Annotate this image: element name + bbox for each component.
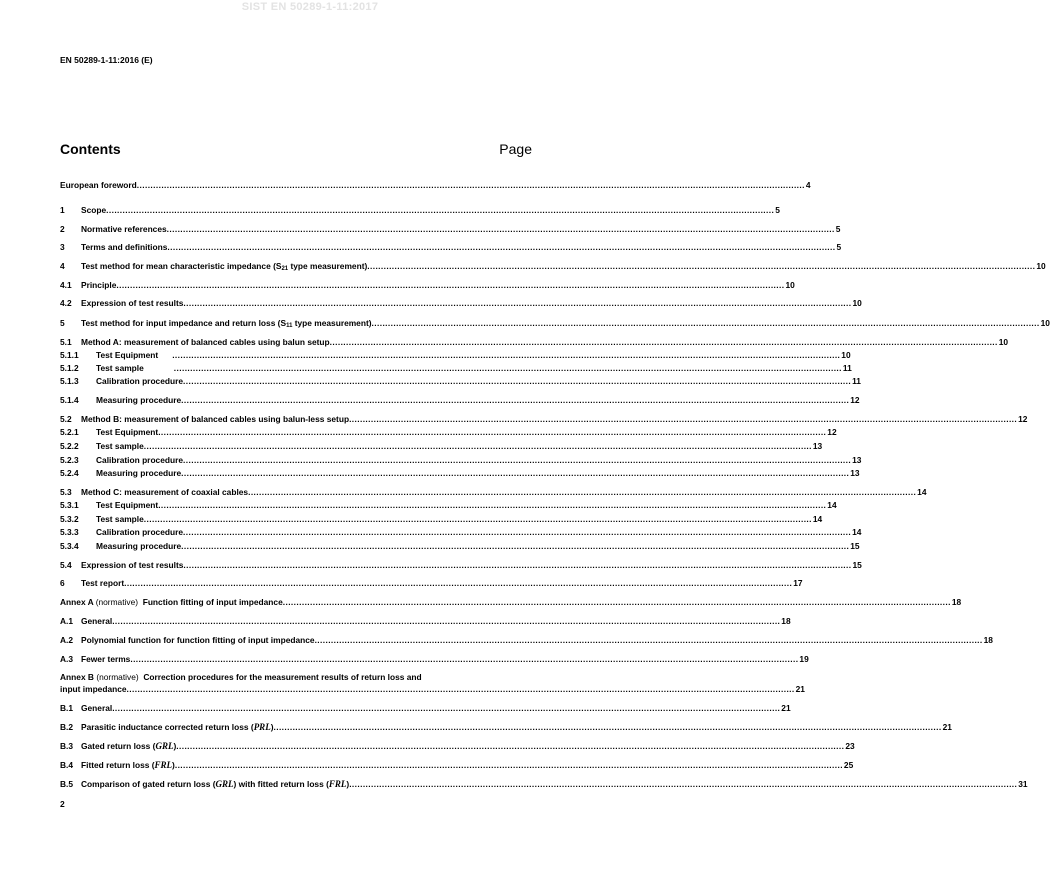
watermark: SIST EN 50289-1-11:2017: [241, 1, 379, 13]
toc-number: 5.2: [60, 414, 72, 424]
toc-entry-3[interactable]: [60, 242, 842, 253]
toc-label: Scope: [81, 205, 107, 215]
toc-number: B.2: [60, 722, 74, 732]
toc-label: Method A: measurement of balanced cables using balun setup: [81, 337, 330, 347]
toc-page: 5: [836, 242, 842, 252]
toc-label: Test sample: [96, 363, 144, 373]
toc-entry-5-1-1[interactable]: [60, 350, 851, 361]
toc-page: 18: [951, 597, 962, 607]
toc-label: Annex A (normative) Function fitting of input impedance: [60, 597, 283, 607]
toc-page: 15: [852, 560, 862, 570]
toc-number: 1: [60, 205, 65, 215]
toc-page: 12: [1018, 414, 1028, 424]
toc-entry-b-5[interactable]: [60, 779, 1028, 790]
toc-page: 10: [1036, 261, 1046, 271]
toc-entry-5[interactable]: [60, 318, 1050, 329]
toc-entry-2[interactable]: [60, 224, 841, 235]
toc-label: Measuring procedure: [96, 468, 182, 478]
toc-entry-b-3[interactable]: [60, 741, 855, 752]
toc-label: Expression of test results: [81, 298, 184, 308]
toc-entry-5-1-3[interactable]: [60, 376, 861, 387]
page-column-label: Page: [499, 141, 532, 157]
toc-number: 4.2: [60, 298, 72, 308]
toc-entry-5-2-4[interactable]: [60, 468, 860, 479]
toc-page: 25: [843, 760, 854, 770]
toc-entry-5-1-4[interactable]: [60, 395, 860, 406]
toc-page: 21: [795, 684, 805, 694]
toc-entry-b-1[interactable]: [60, 703, 791, 714]
toc-entry-4-1[interactable]: [60, 280, 795, 291]
toc-label: Method C: measurement of coaxial cables: [81, 487, 249, 497]
toc-entry-annex-a[interactable]: [60, 597, 962, 608]
toc-entry-5-2[interactable]: [60, 414, 1028, 425]
toc-number: 5.3.4: [60, 541, 79, 551]
toc-number: A.3: [60, 654, 74, 664]
toc-number: 4.1: [60, 280, 72, 290]
toc-label: Test Equipment: [96, 500, 159, 510]
toc-label: Test report: [81, 578, 125, 588]
toc-page: 14: [917, 487, 927, 497]
toc-label: Test Equipment: [96, 427, 159, 437]
toc-label: Fitted return loss (FRL): [81, 760, 175, 770]
toc-page: 14: [812, 514, 823, 524]
toc-number: 5.3.2: [60, 514, 79, 524]
toc-label: Calibration procedure: [96, 376, 184, 386]
toc-entry-a-1[interactable]: [60, 616, 791, 627]
toc-page: 13: [850, 468, 860, 478]
toc-page: 18: [781, 616, 791, 626]
toc-page: 21: [781, 703, 791, 713]
toc-number: B.4: [60, 760, 74, 770]
toc-page: 12: [850, 395, 860, 405]
toc-page: 13: [852, 455, 862, 465]
toc-number: 5.1: [60, 337, 72, 347]
toc-entry-5-3-1[interactable]: [60, 500, 837, 511]
toc-entry-6[interactable]: [60, 578, 803, 589]
toc-entry-a-3[interactable]: [60, 654, 809, 665]
toc-page: 10: [852, 298, 862, 308]
toc-label: Calibration procedure: [96, 527, 184, 537]
toc-label: Test sample: [96, 514, 144, 524]
toc-number: 5.4: [60, 560, 72, 570]
toc-label: Test sample: [96, 441, 144, 451]
toc-number: 5.2.3: [60, 455, 79, 465]
toc-label: Test method for mean characteristic impedance ($S_{21}$ type measurement): [81, 261, 368, 272]
toc-entry-a-2[interactable]: [60, 635, 993, 646]
toc-entry-foreword[interactable]: [60, 180, 811, 191]
toc-number: B.5: [60, 779, 74, 789]
toc-entry-5-2-1[interactable]: [60, 427, 837, 438]
toc-label: Normative references: [81, 224, 167, 234]
toc-number: 5.2.2: [60, 441, 79, 451]
toc-page: 4: [805, 180, 811, 190]
toc-page: 19: [799, 654, 809, 664]
toc-number: 6: [60, 578, 65, 588]
toc-page: 11: [842, 363, 852, 373]
toc-entry-5-3-3[interactable]: [60, 527, 862, 538]
toc-page: 11: [852, 376, 861, 386]
toc-number: 5.3: [60, 487, 72, 497]
toc-page: 10: [998, 337, 1009, 347]
toc-page: 31: [1018, 779, 1028, 789]
toc-label: Expression of test results: [81, 560, 184, 570]
toc-number: A.1: [60, 616, 74, 626]
toc-entry-5-3[interactable]: [60, 487, 927, 498]
toc-label: Parasitic inductance corrected return loss (PRL): [81, 722, 274, 732]
toc-entry-annex-b-line2[interactable]: [60, 684, 805, 695]
toc-page: 10: [841, 350, 851, 360]
toc-number: 5.1.2: [60, 363, 79, 373]
toc-page: 14: [852, 527, 862, 537]
toc-number: 5.1.4: [60, 395, 79, 405]
toc-label: Principle: [81, 280, 117, 290]
toc-number: 5.2.4: [60, 468, 79, 478]
toc-label: Gated return loss (GRL): [81, 741, 177, 751]
toc-label: General: [81, 616, 113, 626]
toc-page: 12: [827, 427, 837, 437]
toc-label: Calibration procedure: [96, 455, 184, 465]
toc-page: 10: [1040, 318, 1050, 328]
toc-page: 13: [812, 441, 823, 451]
toc-label: Polynomial function for function fitting of input impedance: [81, 635, 315, 645]
toc-entry-5-2-3[interactable]: [60, 455, 862, 466]
toc-label: Comparison of gated return loss (GRL) with fitted return loss (FRL): [81, 779, 350, 789]
toc-number: 2: [60, 224, 65, 234]
toc-label: Measuring procedure: [96, 395, 182, 405]
toc-entry-5-1-2[interactable]: [60, 363, 852, 374]
toc-entry-4[interactable]: [60, 261, 1046, 272]
toc-entry-4-2[interactable]: [60, 298, 862, 309]
toc-number: 5.1.1: [60, 350, 79, 360]
toc-entry-5-1[interactable]: [60, 337, 1009, 348]
toc-number: 5.1.3: [60, 376, 79, 386]
toc-page: 5: [775, 205, 780, 215]
toc-number: B.3: [60, 741, 74, 751]
toc-page: 14: [827, 500, 837, 510]
contents-title: Contents: [60, 141, 121, 157]
toc-number: 5.3.3: [60, 527, 79, 537]
toc-page: 17: [793, 578, 803, 588]
toc-entry-5-3-4[interactable]: [60, 541, 860, 552]
toc-label: Measuring procedure: [96, 541, 182, 551]
toc-page: 10: [785, 280, 795, 290]
contents-heading: [60, 141, 532, 161]
toc-label: Method B: measurement of balanced cables using balun-less setup: [81, 414, 350, 424]
toc-label: Annex B (normative) Correction procedures for the measurement results of return loss and: [60, 672, 422, 682]
toc-label: Test Equipment: [96, 350, 159, 360]
toc-page: 21: [942, 722, 952, 732]
toc-number: 5.3.1: [60, 500, 79, 510]
toc-label: General: [81, 703, 113, 713]
toc-number: 5.2.1: [60, 427, 79, 437]
toc-number: 5: [60, 318, 65, 328]
toc-label: Terms and definitions: [81, 242, 168, 252]
toc-label: European foreword: [60, 180, 137, 190]
toc-number: 3: [60, 242, 65, 252]
toc-page: 23: [845, 741, 855, 751]
toc-entry-5-2-2[interactable]: [60, 441, 823, 452]
toc-entry-5-3-2[interactable]: [60, 514, 823, 525]
toc-page: 15: [850, 541, 860, 551]
toc-entry-annex-b-line1[interactable]: [60, 672, 532, 683]
toc-entry-1[interactable]: [60, 205, 780, 216]
toc-page: 18: [983, 635, 993, 645]
toc-entry-5-4[interactable]: [60, 560, 862, 571]
toc-page: 5: [835, 224, 841, 234]
toc-label: Test method for input impedance and return loss ($S_{11}$ type measurement): [81, 318, 372, 329]
toc-entry-b-2[interactable]: [60, 722, 952, 733]
page-number: 2: [60, 799, 65, 809]
toc-label: Fewer terms: [81, 654, 131, 664]
document-id: EN 50289-1-11:2016 (E): [60, 55, 153, 65]
toc-number: A.2: [60, 635, 74, 645]
toc-entry-b-4[interactable]: [60, 760, 854, 771]
toc-label-line2: input impedance: [60, 684, 127, 694]
toc-number: 4: [60, 261, 65, 271]
toc-number: B.1: [60, 703, 74, 713]
